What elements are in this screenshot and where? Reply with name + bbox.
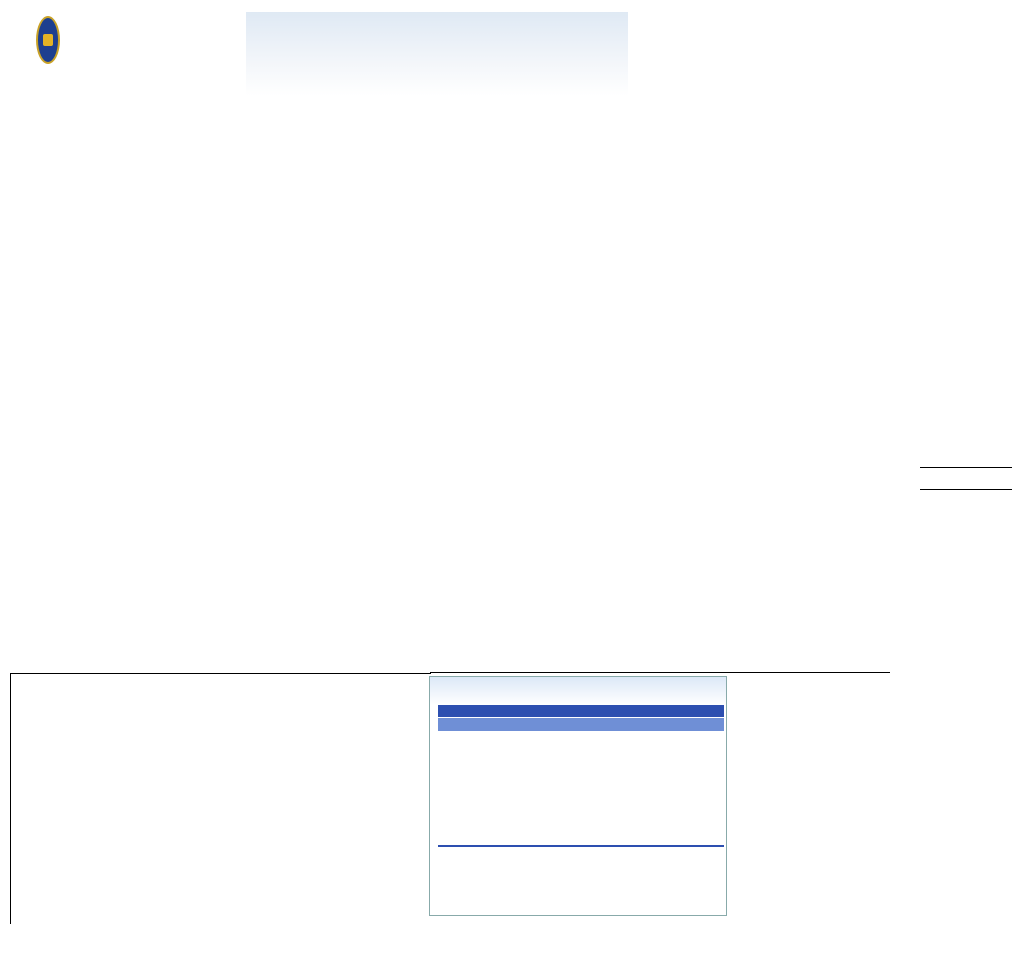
divider [920,467,1012,468]
banner-background [246,12,628,96]
divider [430,672,890,673]
xiaoxi-box [10,673,431,924]
forum-head [438,718,724,731]
divider [438,845,724,847]
draw-footer [172,925,222,939]
forum-title-bar [430,677,726,705]
forum-member-data-panel [429,676,727,916]
forum-period-bar [438,705,724,717]
divider [920,489,1012,490]
jockey-club-logo-icon [36,16,60,64]
